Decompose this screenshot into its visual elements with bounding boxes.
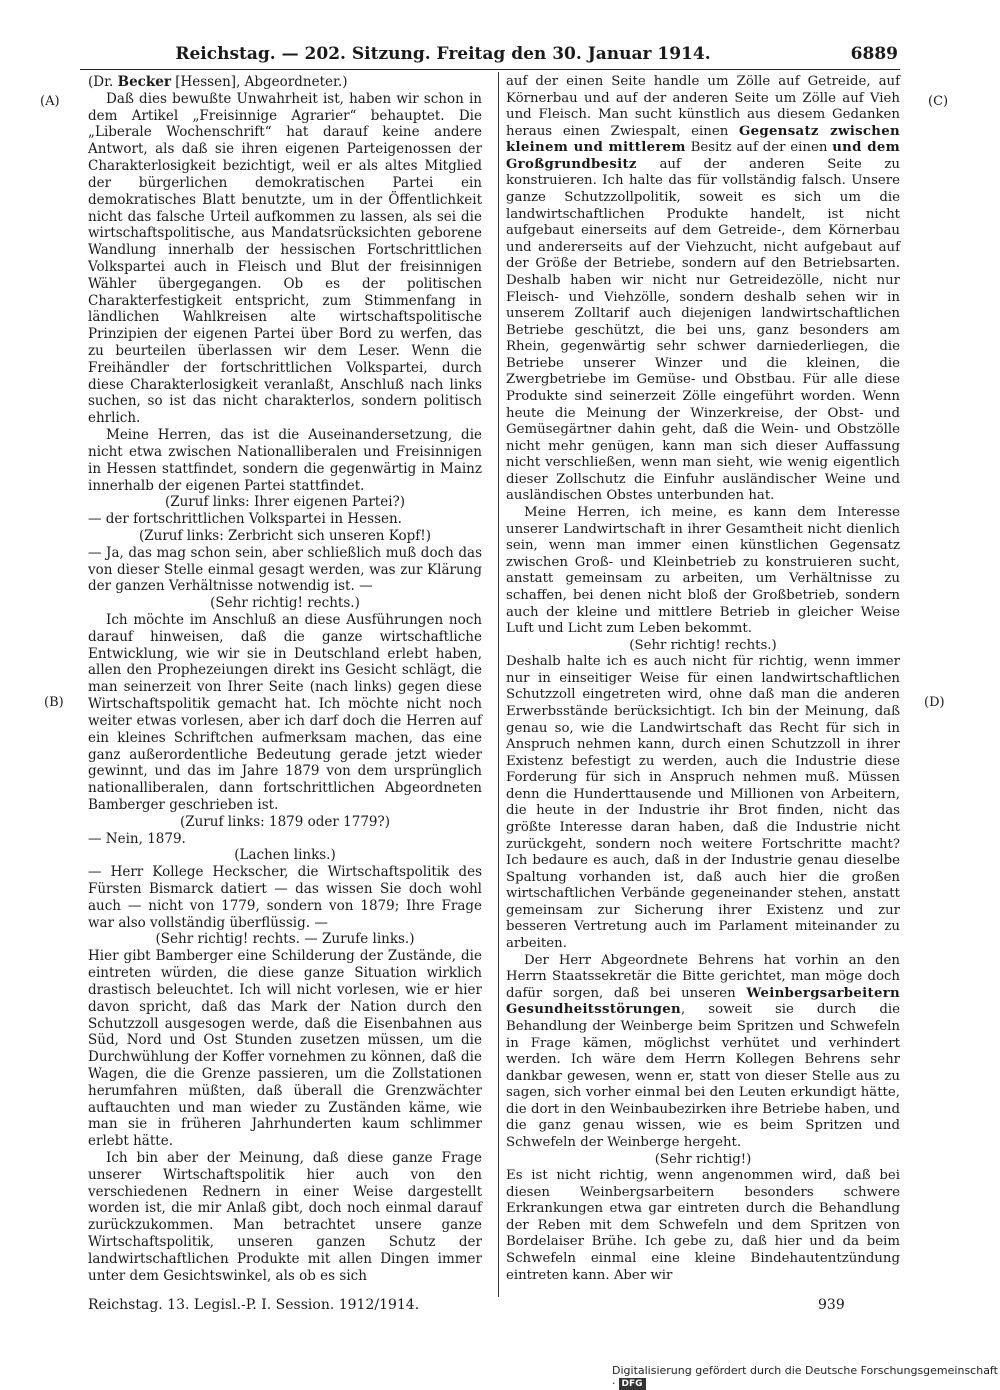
paragraph: — Ja, das mag schon sein, aber schließlich muß doch das von dieser Stelle einmal gesagt werden, was zur Klärung der ganzen Verhältnisse notwendig ist. — [88, 544, 482, 595]
margin-mark-b: (B) [44, 695, 64, 710]
speaker-name: Becker [117, 74, 171, 90]
interjection: (Sehr richtig!) [654, 1151, 752, 1167]
right-column [506, 74, 900, 1284]
margin-mark-d: (D) [924, 695, 945, 710]
margin-mark-a: (A) [40, 94, 60, 109]
column-divider [498, 72, 499, 1297]
interjection: (Zuruf links: 1879 oder 1779?) [179, 813, 391, 830]
footer-signature: 939 [818, 1297, 845, 1313]
paragraph: Es ist nicht richtig, wenn angenommen wird, daß bei diesen Weinbergsarbeitern besonders schwere Erkrankungen etwa gar eintreten durch die Behandlung der Reben mit dem Schwefeln und dem Spritzen von Bordelaiser Brühe. Ich gebe zu, daß hier und da beim Schwefeln einmal eine kleine Bindehautentzündung eintreten kann. Aber wir [506, 1168, 900, 1283]
emphasis: Gegensatz zwischen kleinem und mittlerem [506, 123, 900, 156]
footer-left: Reichstag. 13. Legisl.-P. I. Session. 1912/1914. [88, 1297, 420, 1313]
speaker-line: (Dr. Becker [Hessen], Abgeordneter.) [88, 74, 348, 90]
paragraph: Der Herr Abgeordnete Behrens hat vorhin an den Herrn Staatssekretär die Bitte gerichtet, man möge doch dafür sorgen, daß bei unseren Weinbergsarbeitern Gesundheitsstörungen, soweit sie durch die Behandlung der Weinberge beim Spritzen und Schwefeln in Frage kämen, möglichst verhütet und verhindert werden. Ich wäre dem Herrn Kollegen Behrens sehr dankbar gewesen, wenn er, statt von dieser Stelle aus zu sagen, sich vorher einmal bei den Leuten erkundigt hätte, die dort in den Weinbaubezirken ihre Betriebe haben, und die ganz genau wissen, wie es beim Spritzen und Schwefeln der Weinberge hergeht. [506, 952, 900, 1150]
paragraph: — der fortschrittlichen Volkspartei in Hessen. [88, 511, 402, 528]
paragraph: — Herr Kollege Heckscher, die Wirtschaftspolitik des Fürsten Bismarck datiert — das wissen Sie doch wohl auch — nicht von 1779, sondern von 1879; Ihre Frage war also vollständig überflüssig. — [88, 864, 482, 931]
margin-mark-c: (C) [928, 94, 949, 109]
paragraph: Hier gibt Bamberger eine Schilderung der Zustände, die eintreten würden, die diese ganze Situation wirklich drastisch beleuchtet. Ich will nicht vorlesen, wie er hier davon spricht, daß das Mark der Nation durch den Schutzzoll ausgesogen werde, daß die Eisenbahnen aus Süd, Nord und Ost Stunden zusetzen müssen, um die Durchwühlung der Koffer vornehmen zu können, daß die Wagen, die die Grenze passieren, um die Zollstationen herumfahren müßten, daß überall die Grenzwächter auftauchten und man wieder zu Zuständen käme, wie man sie in früheren Jahrhunderten kaum schlimmer erlebt hätte. [88, 948, 482, 1150]
interjection: (Sehr richtig! rechts. — Zurufe links.) [155, 931, 415, 948]
interjection: (Zuruf links: Ihrer eigenen Partei?) [164, 494, 406, 511]
left-column [88, 74, 482, 1285]
page-header [88, 44, 898, 66]
paragraph: Meine Herren, das ist die Auseinandersetzung, die nicht etwa zwischen Nationalliberalen und Freisinnigen in Hessen stattfindet, sondern die gegenwärtig in Mainz innerhalb der eigenen Partei stattfindet. [88, 427, 482, 494]
header-title: Reichstag. — 202. Sitzung. Freitag den 30. Januar 1914. [175, 44, 711, 64]
emphasis: Weinbergsarbeitern Gesundheitsstörungen [506, 985, 900, 1018]
paragraph: Deshalb halte ich es auch nicht für richtig, wenn immer nur in einseitiger Weise für einen landwirtschaftlichen Schutzzoll eingetreten wird, ohne daß man die anderen Erwerbsstände berücksichtigt. Ich bin der Meinung, daß genau so, wie die Landwirtschaft das Recht für sich in Anspruch nehmen kann, durch einen Schutzzoll in ihrer Existenz befestigt zu werden, auch die Industrie diese Forderung für sich in Anspruch nehmen muß. Müssen denn die Hunderttausende und Millionen von Arbeitern, die heute in der Industrie ihr Brot finden, nicht das größte Interesse daran haben, daß die Industrie nicht zurückgeht, sondern noch weitere Fortschritte macht? Ich bedaure es auch, daß in der Industrie genau dieselbe Spaltung vorhanden ist, daß auch hier die großen wirtschaftlichen Verbände gegeneinander stehen, anstatt gemeinsam zur Sicherung ihrer Existenz und zur besseren Vertretung auch im Parlament miteinander zu arbeiten. [506, 654, 900, 952]
dfg-notice: Digitalisierung gefördert durch die Deutsche Forschungsgemeinschaft · DFG [612, 1364, 998, 1390]
interjection: (Zuruf links: Zerbricht sich unseren Kopf!) [139, 527, 431, 544]
interjection: (Lachen links.) [234, 847, 336, 864]
paragraph: auf der einen Seite handle um Zölle auf Getreide, auf Körnerbau und auf der anderen Seite um Zölle auf Vieh und Fleisch. Man sucht künstlich aus diesem Gedanken heraus einen Zwiespalt, einen Gegensatz zwischen kleinem und mittlerem Besitz auf der einen und dem Großgrundbesitz auf der anderen Seite zu konstruieren. Ich halte das für vollständig falsch. Unsere ganze Schutzzollpolitik, soweit es sich um die landwirtschaftlichen Produkte handelt, ist nicht aufgebaut einerseits auf dem Getreide-, dem Körnerbau und andererseits auf der Viehzucht, nicht aufgebaut auf der Größe der Betriebe, sondern auf den Betriebsarten. Deshalb haben wir nicht nur Getreidezölle, nicht nur Fleisch- und Viehzölle, sondern deshalb sehen wir in unserem Zolltarif auch diejenigen landwirtschaftlichen Betriebe geschützt, die bei uns, ganz besonders am Rhein, gegenwärtig sehr schwer darniederliegen, die Betriebe unserer Winzer und die kleinen, die Zwergbetriebe im Gemüse- und Obstbau. Für alle diese Produkte sind seinerzeit Zölle eingeführt worden. Wenn heute die Meinung der Winzerkreise, der Obst- und Gemüsegärtner dahin geht, daß die Wein- und Obstzölle nicht mehr genügen, kann man sich dieser Auffassung nicht verschließen, wenn man sieht, wie wenig eigentlich dieser Zollschutz die Einfuhr ausländischer Weine und ausländischen Obstes unterbunden hat. [506, 74, 900, 504]
paragraph: Daß dies bewußte Unwahrheit ist, haben wir schon in dem Artikel „Freisinnige Agrarier“ behauptet. Die „Liberale Wochenschrift“ hat darauf keine andere Antwort, als daß sie ihren eigenen Parteigenossen der Charakterlosigkeit bezichtigt, weil er als altes Mitglied der bürgerlichen demokratischen Partei ein demokratisches Blatt benutzte, um in der Öffentlichkeit nicht das falsche Urteil aufkommen zu lassen, als sei die wirtschaftspolitische, aus Mandatsrücksichten geborene Wandlung innerhalb der hessischen Fortschrittlichen Volkspartei auch in Fleisch und Blut der freisinnigen Wähler übergegangen. Ob es der politischen Charakterfestigkeit entspricht, zum Stimmenfang in ländlichen Wahlkreisen alte wirtschaftspolitische Prinzipien der eigenen Partei über Bord zu werfen, das zu beurteilen überlassen wir dem Leser. Wenn die Freihändler der fortschrittlichen Volkspartei, durch diese Charakterlosigkeit veranlaßt, Anschluß nach links suchen, so ist das nicht charakterlos, sondern politisch ehrlich. [88, 90, 482, 427]
paragraph: Meine Herren, ich meine, es kann dem Interesse unserer Landwirtschaft in ihrer Gesamtheit nicht dienlich sein, wenn man immer einen künstlichen Gegensatz zwischen Groß- und Kleinbetrieb zu konstruieren sucht, anstatt gemeinsam zu arbeiten, um Verhältnisse zu schaffen, bei denen nicht bloß der Großbetrieb, sondern auch der kleine und mittlere Betrieb in gleicher Weise Luft und Licht zum Leben bekommt. [506, 505, 900, 637]
paragraph: Ich bin aber der Meinung, daß diese ganze Frage unserer Wirtschaftspolitik hier auch von den verschiedenen Rednern in einer Weise dargestellt worden ist, die mir Anlaß gibt, doch noch einmal darauf zurückzukommen. Man betrachtet unsere ganze Wirtschaftspolitik, unseren ganzen Schutz der landwirtschaftlichen Produkte mit allen Dingen immer unter dem Gesichtswinkel, als ob es sich [88, 1150, 482, 1284]
emphasis: und dem Großgrundbesitz [506, 140, 900, 172]
page-number: 6889 [850, 44, 898, 64]
paragraph: — Nein, 1879. [88, 830, 186, 847]
paragraph: Ich möchte im Anschluß an diese Ausführungen noch darauf hinweisen, daß die ganze wirtschaftliche Entwicklung, wie wir sie in Deutschland erlebt haben, allen den Prophezeiungen direkt ins Gesicht schlägt, die man seinerzeit von Ihrer Seite (nach links) gegen diese Wirtschaftspolitik gemacht hat. Ich möchte nicht noch weiter etwas vorlesen, aber ich darf doch die Herren auf ein kleines Schriftchen aufmerksam machen, das eine ganz außerordentliche Bedeutung gerade jetzt wieder gewinnt, und das im Jahre 1879 von dem ursprünglich nationalliberalen, dann fortschrittlichen Abgeordneten Bamberger geschrieben ist. [88, 612, 482, 813]
dfg-logo-icon: DFG [619, 1378, 646, 1390]
interjection: (Sehr richtig! rechts.) [210, 595, 360, 612]
interjection: (Sehr richtig! rechts.) [629, 637, 777, 653]
header-rule [80, 69, 900, 70]
